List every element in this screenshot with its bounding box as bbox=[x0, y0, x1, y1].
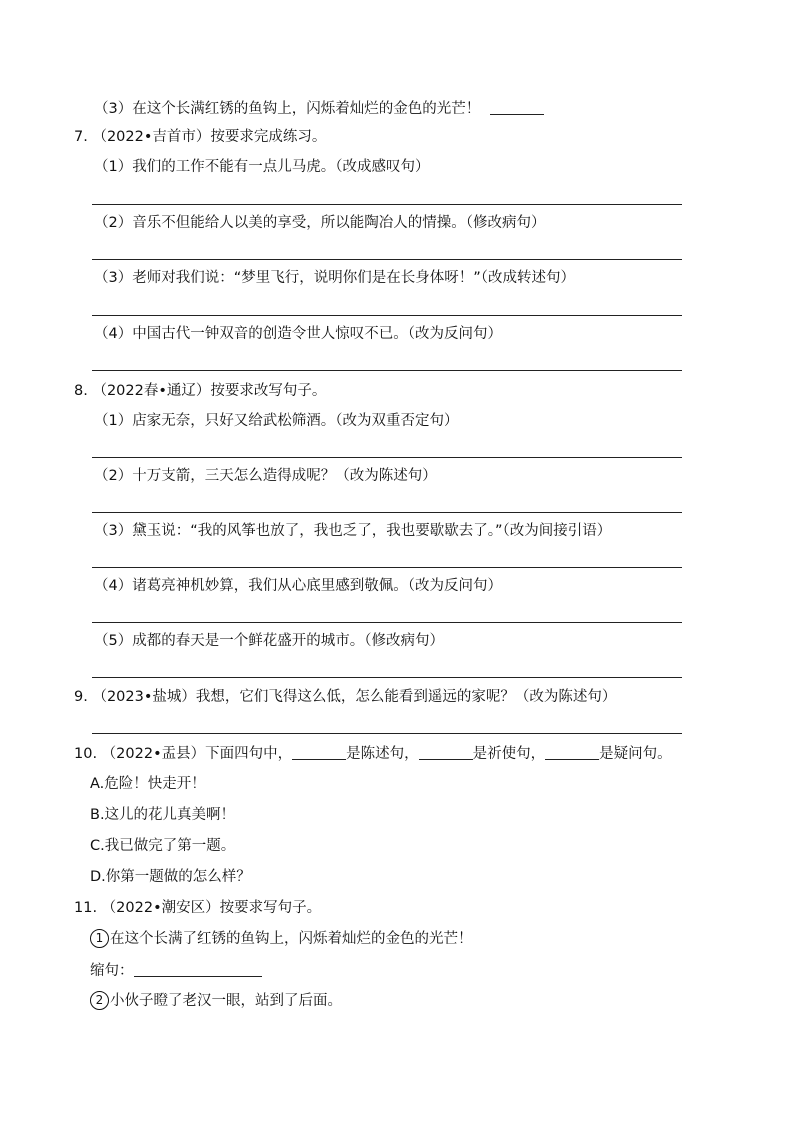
answer-line[interactable] bbox=[92, 677, 682, 678]
q10-option-c: C.我已做完了第一题。 bbox=[90, 838, 236, 854]
answer-blank-imperative[interactable] bbox=[419, 743, 473, 760]
q11-item-1: 1 在这个长满了红锈的鱼钩上，闪烁着灿烂的金色的光芒！ bbox=[90, 929, 473, 949]
q8-item-1: （1）店家无奈，只好又给武松筛酒。（改为双重否定句） bbox=[94, 413, 459, 429]
q9-title: 9. （2023•盐城）我想，它们飞得这么低，怎么能看到遥远的家呢？（改为陈述句） bbox=[74, 689, 617, 705]
q8-item-4: （4）诸葛亮神机妙算，我们从心底里感到敬佩。（改为反问句） bbox=[94, 578, 502, 594]
circled-number-2: 2 bbox=[90, 991, 109, 1010]
q8-item-5: （5）成都的春天是一个鲜花盛开的城市。（修改病句） bbox=[94, 633, 444, 649]
answer-line[interactable] bbox=[92, 622, 682, 623]
q6-item-3: （3）在这个长满红锈的鱼钩上，闪烁着灿烂的金色的光芒！ bbox=[94, 98, 544, 119]
q10-option-b: B.这儿的花儿真美啊！ bbox=[90, 807, 236, 823]
circled-number-1: 1 bbox=[90, 929, 109, 948]
q7-item-4: （4）中国古代一钟双音的创造令世人惊叹不已。（改为反问句） bbox=[94, 326, 502, 342]
answer-line[interactable] bbox=[92, 370, 682, 371]
answer-blank[interactable] bbox=[490, 98, 544, 115]
answer-line[interactable] bbox=[92, 733, 682, 734]
q7-item-2: （2）音乐不但能给人以美的享受，所以能陶冶人的情操。（修改病句） bbox=[94, 215, 546, 231]
answer-line[interactable] bbox=[92, 315, 682, 316]
q11-item-2: 2 小伙子瞪了老汉一眼，站到了后面。 bbox=[90, 991, 342, 1011]
q7-title: 7. （2022•吉首市）按要求完成练习。 bbox=[74, 129, 327, 145]
answer-line[interactable] bbox=[92, 567, 682, 568]
answer-blank-interrogative[interactable] bbox=[545, 743, 599, 760]
q10-option-a: A.危险！快走开！ bbox=[90, 776, 206, 792]
answer-line[interactable] bbox=[92, 457, 682, 458]
q8-item-3: （3）黛玉说：“我的风筝也放了，我也乏了，我也要歇歇去了。”（改为间接引语） bbox=[94, 523, 612, 539]
q8-title: 8. （2022春•通辽）按要求改写句子。 bbox=[74, 383, 327, 399]
q11-title: 11. （2022•潮安区）按要求写句子。 bbox=[74, 900, 322, 916]
answer-blank-shrink[interactable] bbox=[134, 960, 262, 977]
answer-line[interactable] bbox=[92, 259, 682, 260]
q7-item-3: （3）老师对我们说：“梦里飞行，说明你们是在长身体呀！”（改成转述句） bbox=[94, 270, 575, 286]
answer-line[interactable] bbox=[92, 512, 682, 513]
q11-shrink-row: 缩句： bbox=[90, 960, 262, 981]
answer-blank-declarative[interactable] bbox=[292, 743, 346, 760]
q8-item-2: （2）十万支箭，三天怎么造得成呢？（改为陈述句） bbox=[94, 468, 437, 484]
answer-line[interactable] bbox=[92, 204, 682, 205]
q10-option-d: D.你第一题做的怎么样？ bbox=[90, 869, 251, 885]
q10-title: 10. （2022•盂县）下面四句中， 是陈述句， 是祈使句， 是疑问句。 bbox=[74, 743, 672, 764]
q7-item-1: （1）我们的工作不能有一点儿马虎。（改成感叹句） bbox=[94, 159, 430, 175]
